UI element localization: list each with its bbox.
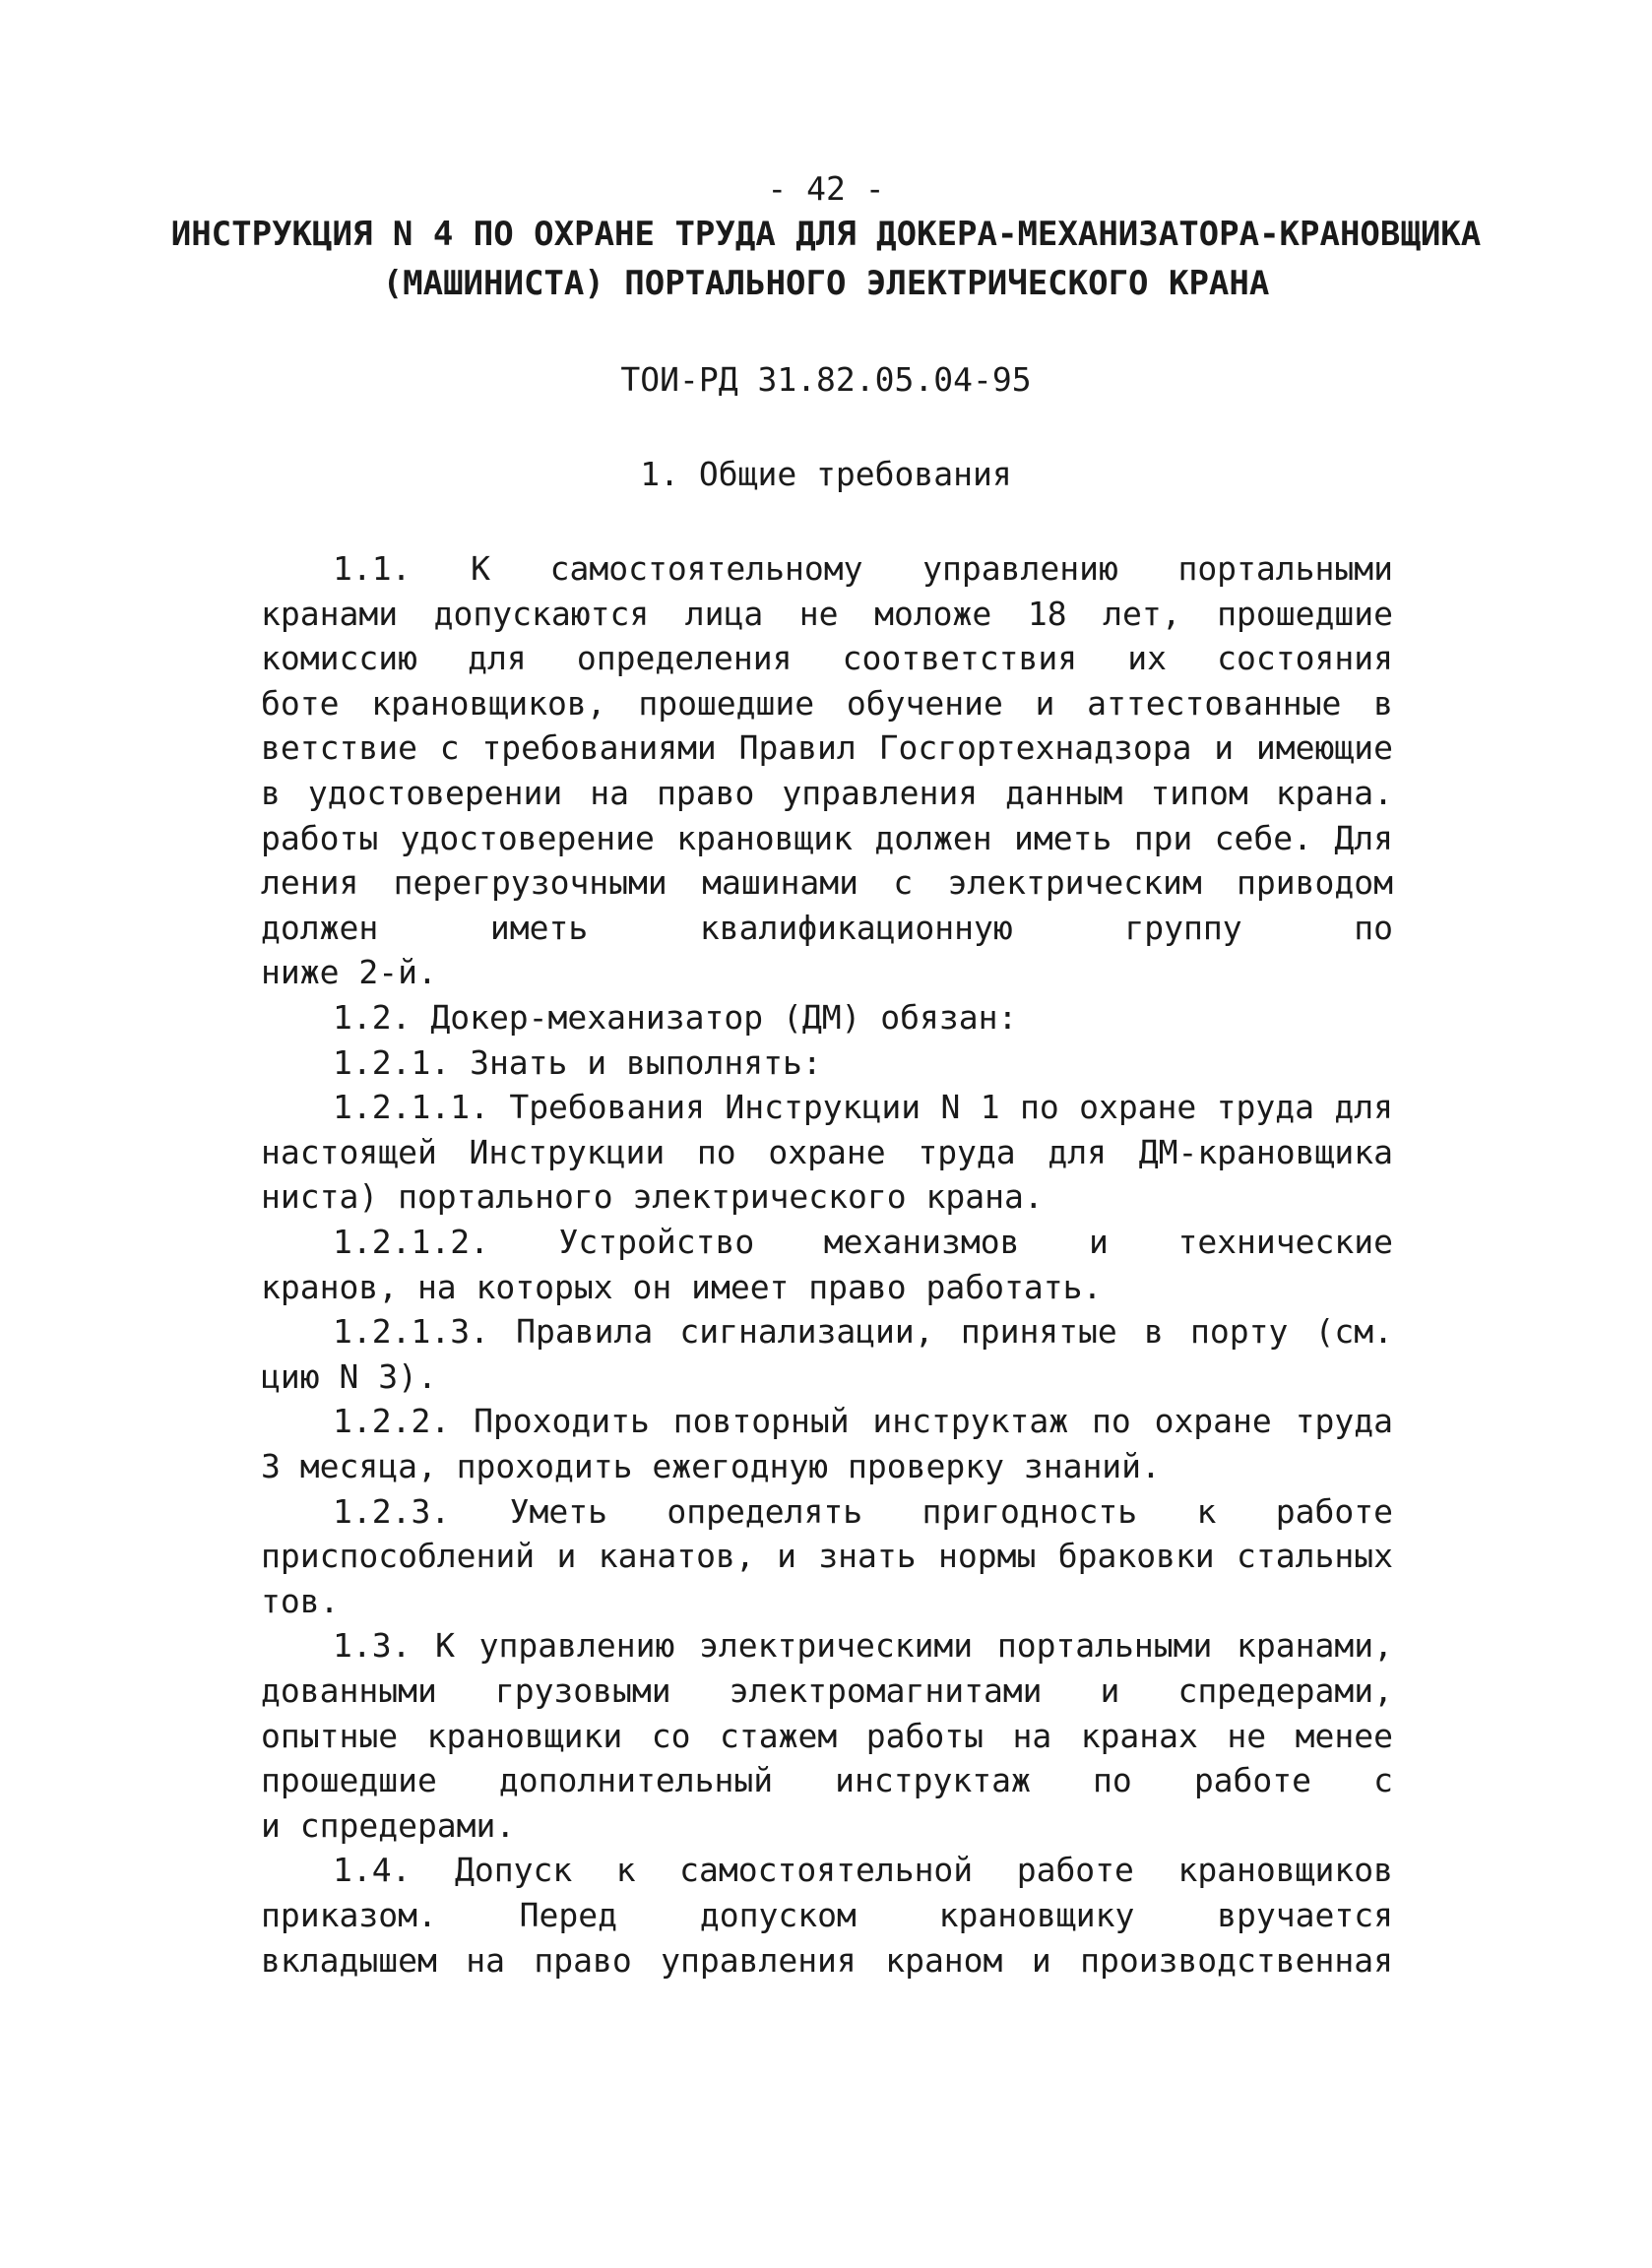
text-line: 1.2.1.3. Правила сигнализации, принятые в порту (см. [333, 1312, 1393, 1351]
text-line: в удостоверении на право управления данным типом крана. [261, 774, 1393, 812]
text-line: 1.2.1.2. Устройство механизмов и технические [333, 1223, 1393, 1261]
text-line: 1.1. К самостоятельному управлению портальными [333, 549, 1393, 588]
text-line: работы удостоверение крановщик должен иметь при себе. Для [261, 819, 1393, 857]
text-line: ветствие с требованиями Правил Госгортехнадзора и имеющие [261, 728, 1393, 767]
text-line: вкладышем на право управления краном и производственная [261, 1941, 1393, 1980]
section-heading: 1. Общие требования [640, 455, 1012, 493]
text-line: настоящей Инструкции по охране труда для ДМ-крановщика [261, 1133, 1393, 1171]
text-line: опытные крановщики со стажем работы на кранах не менее [261, 1717, 1393, 1755]
text-line: комиссию для определения соответствия их состояния [261, 639, 1393, 677]
text-line: 1.2.1. Знать и выполнять: [333, 1043, 822, 1082]
document-code: ТОИ-РД 31.82.05.04-95 [620, 360, 1032, 399]
text-line: должен иметь квалификационную группу по [261, 909, 1393, 947]
text-line: тов. [261, 1582, 340, 1620]
text-line: ниже 2-й. [261, 953, 437, 991]
document-title-line-2: (МАШИНИСТА) ПОРТАЛЬНОГО ЭЛЕКТРИЧЕСКОГО КРАНА [382, 264, 1270, 303]
page-number: - 42 - [767, 169, 885, 208]
text-line: дованными грузовыми электромагнитами и спредерами, [261, 1671, 1393, 1710]
text-line: 1.2.3. Уметь определять пригодность к работе [333, 1492, 1393, 1531]
text-line: 1.2. Докер-механизатор (ДМ) обязан: [333, 998, 1018, 1037]
text-line: 1.2.1.1. Требования Инструкции N 1 по охране труда для [333, 1088, 1393, 1126]
text-line: и спредерами. [261, 1806, 516, 1845]
text-line: прошедшие дополнительный инструктаж по работе с [261, 1761, 1393, 1799]
text-line: кранов, на которых он имеет право работать. [261, 1268, 1103, 1306]
text-line: приказом. Перед допуском крановщику вручается [261, 1896, 1393, 1934]
text-line: ниста) портального электрического крана. [261, 1177, 1044, 1216]
text-line: 1.4. Допуск к самостоятельной работе крановщиков [333, 1851, 1393, 1889]
text-line: цию N 3). [261, 1357, 437, 1396]
text-line: 1.2.2. Проходить повторный инструктаж по охране труда [333, 1402, 1393, 1440]
text-line: 3 месяца, проходить ежегодную проверку знаний. [261, 1447, 1161, 1485]
text-line: 1.3. К управлению электрическими портальными кранами, [333, 1626, 1393, 1665]
document-title-line-1: ИНСТРУКЦИЯ N 4 ПО ОХРАНЕ ТРУДА ДЛЯ ДОКЕРА-МЕХАНИЗАТОРА-КРАНОВЩИКА [170, 215, 1482, 254]
text-line: приспособлений и канатов, и знать нормы браковки стальных [261, 1537, 1393, 1575]
text-line: кранами допускаются лица не моложе 18 лет, прошедшие [261, 595, 1393, 633]
text-line: ления перегрузочными машинами с электрическим приводом [261, 863, 1393, 902]
text-line: боте крановщиков, прошедшие обучение и аттестованные в [261, 684, 1393, 723]
